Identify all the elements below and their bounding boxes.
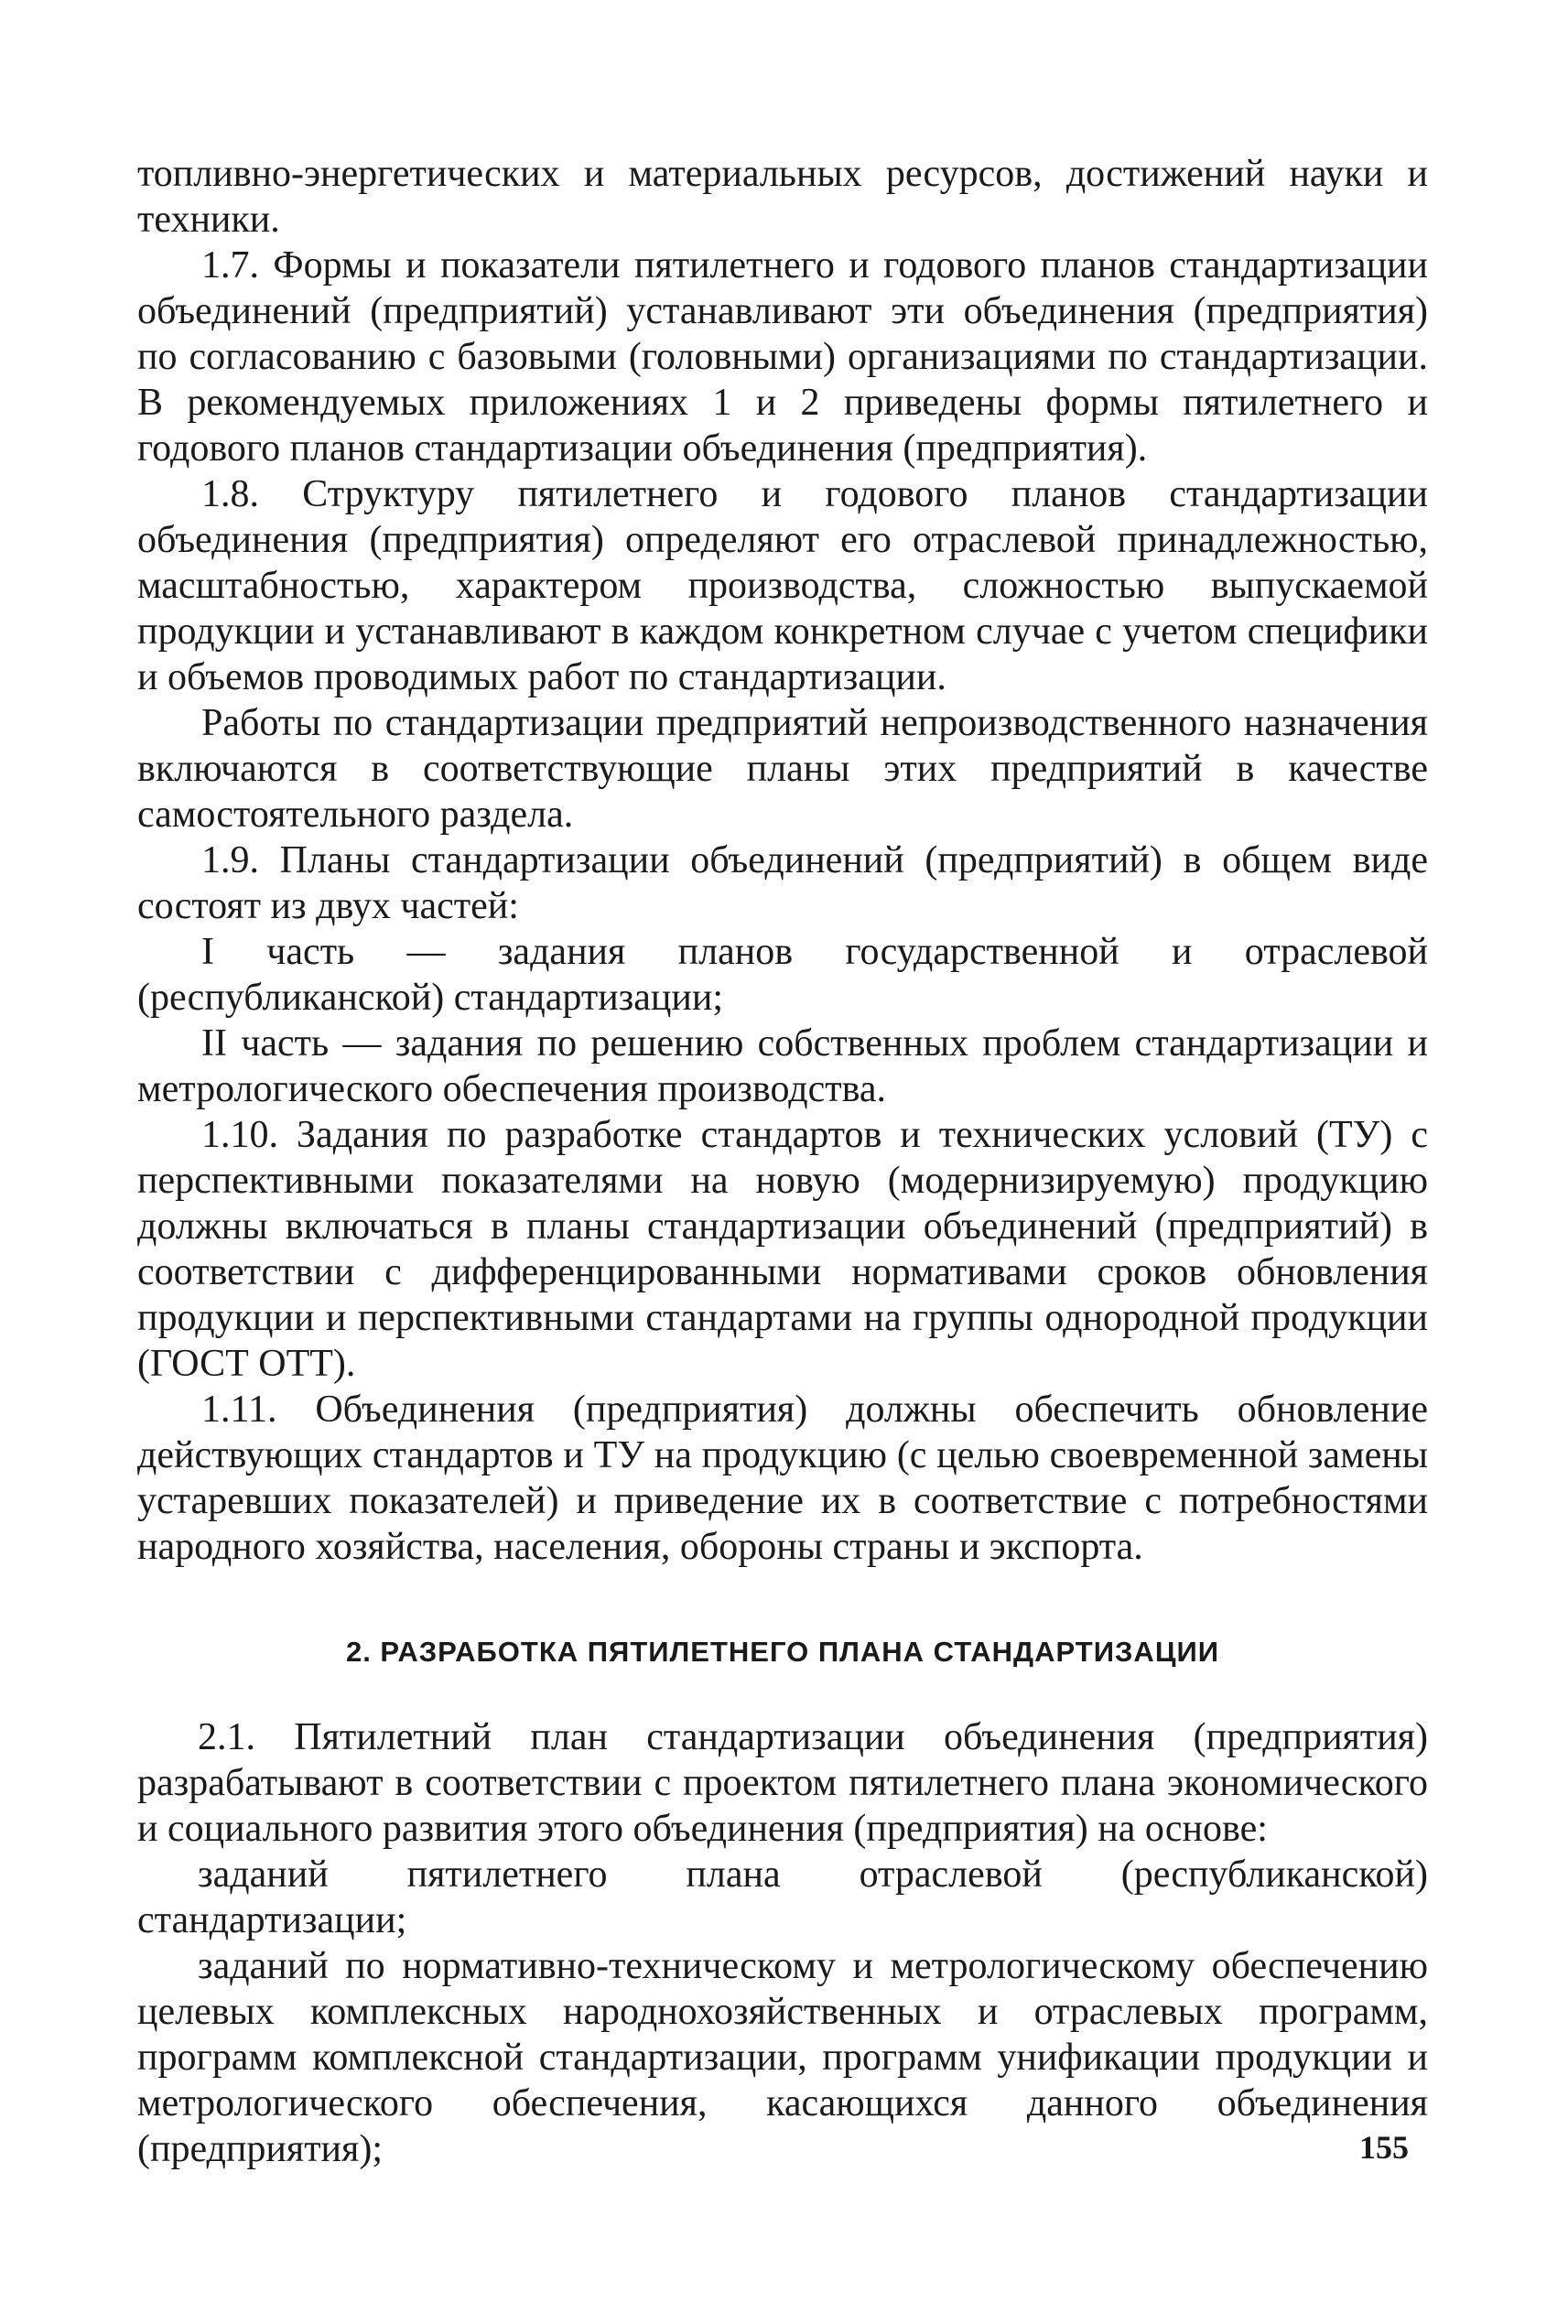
- document-page: [137, 151, 1428, 2172]
- paragraph-tasks-programs: заданий по нормативно-техническому и метрологическому обеспечению целевых комплексных народнохозяйственных и отраслевых программ, программ комплексной стандартизации, программ унификации продукции и метрологического обеспечения, касающихся данного объединения (предприятия);: [137, 1945, 1428, 2170]
- section-2-heading: 2. РАЗРАБОТКА ПЯТИЛЕТНЕГО ПЛАНА СТАНДАРТИЗАЦИИ: [345, 1636, 1220, 1668]
- page-number: 155: [1359, 2129, 1409, 2166]
- paragraph-1-9: 1.9. Планы стандартизации объединений (предприятий) в общем виде состоят из двух частей:: [137, 839, 1428, 927]
- paragraph-tasks-industry: заданий пятилетнего плана отраслевой (республиканской) стандартизации;: [137, 1854, 1428, 1941]
- section-spacer: [137, 1570, 1428, 1625]
- paragraph-1-11: 1.11. Объединения (предприятия) должны обеспечить обновление действующих стандартов и ТУ на продукцию (с целью своевременной замены устаревших показателей) и приведение их в соответствие с потребностями народного хозяйства, населения, обороны страны и экспорта.: [137, 1389, 1428, 1568]
- section-1-body: [137, 151, 1428, 1570]
- paragraph-1-10: 1.10. Задания по разработке стандартов и технических условий (ТУ) с перспективными показателями на новую (модернизируемую) продукцию должны включаться в планы стандартизации объединений (предприятий) в соответствии с дифференцированными нормативами сроков обновления продукции и перспективными стандартами на группы однородной продукции (ГОСТ ОТТ).: [137, 1114, 1428, 1385]
- paragraph-part-2: II часть — задания по решению собственных проблем стандартизации и метрологического обеспечения производства.: [137, 1022, 1428, 1110]
- paragraph-part-1: I часть — задания планов государственной и отраслевой (республиканской) стандартизации;: [137, 931, 1428, 1019]
- paragraph-1-7: 1.7. Формы и показатели пятилетнего и годового планов стандартизации объединений (предприятий) устанавливают эти объединения (предприятия) по согласованию с базовыми (головными) организациями по стандартизации. В рекомендуемых приложениях 1 и 2 приведены формы пятилетнего и годового планов стандартизации объединения (предприятия).: [137, 244, 1428, 470]
- paragraph-nonproduction: Работы по стандартизации предприятий непроизводственного назначения включаются в соответствующие планы этих предприятий в качестве самостоятельного раздела.: [137, 702, 1428, 836]
- paragraph-1-8: 1.8. Структуру пятилетнего и годового планов стандартизации объединения (предприятия) определяют его отраслевой принадлежностью, масштабностью, характером производства, сложностью выпускаемой продукции и устанавливают в каждом конкретном случае с учетом специфики и объемов проводимых работ по стандартизации.: [137, 473, 1428, 698]
- section-2-body: [137, 1714, 1428, 2172]
- paragraph-2-1: 2.1. Пятилетний план стандартизации объединения (предприятия) разрабатывают в соответствии с проектом пятилетнего плана экономического и социального развития этого объединения (предприятия) на основе:: [137, 1716, 1428, 1850]
- paragraph-continuation: топливно-энергетических и материальных ресурсов, достижений науки и техники.: [137, 153, 1428, 241]
